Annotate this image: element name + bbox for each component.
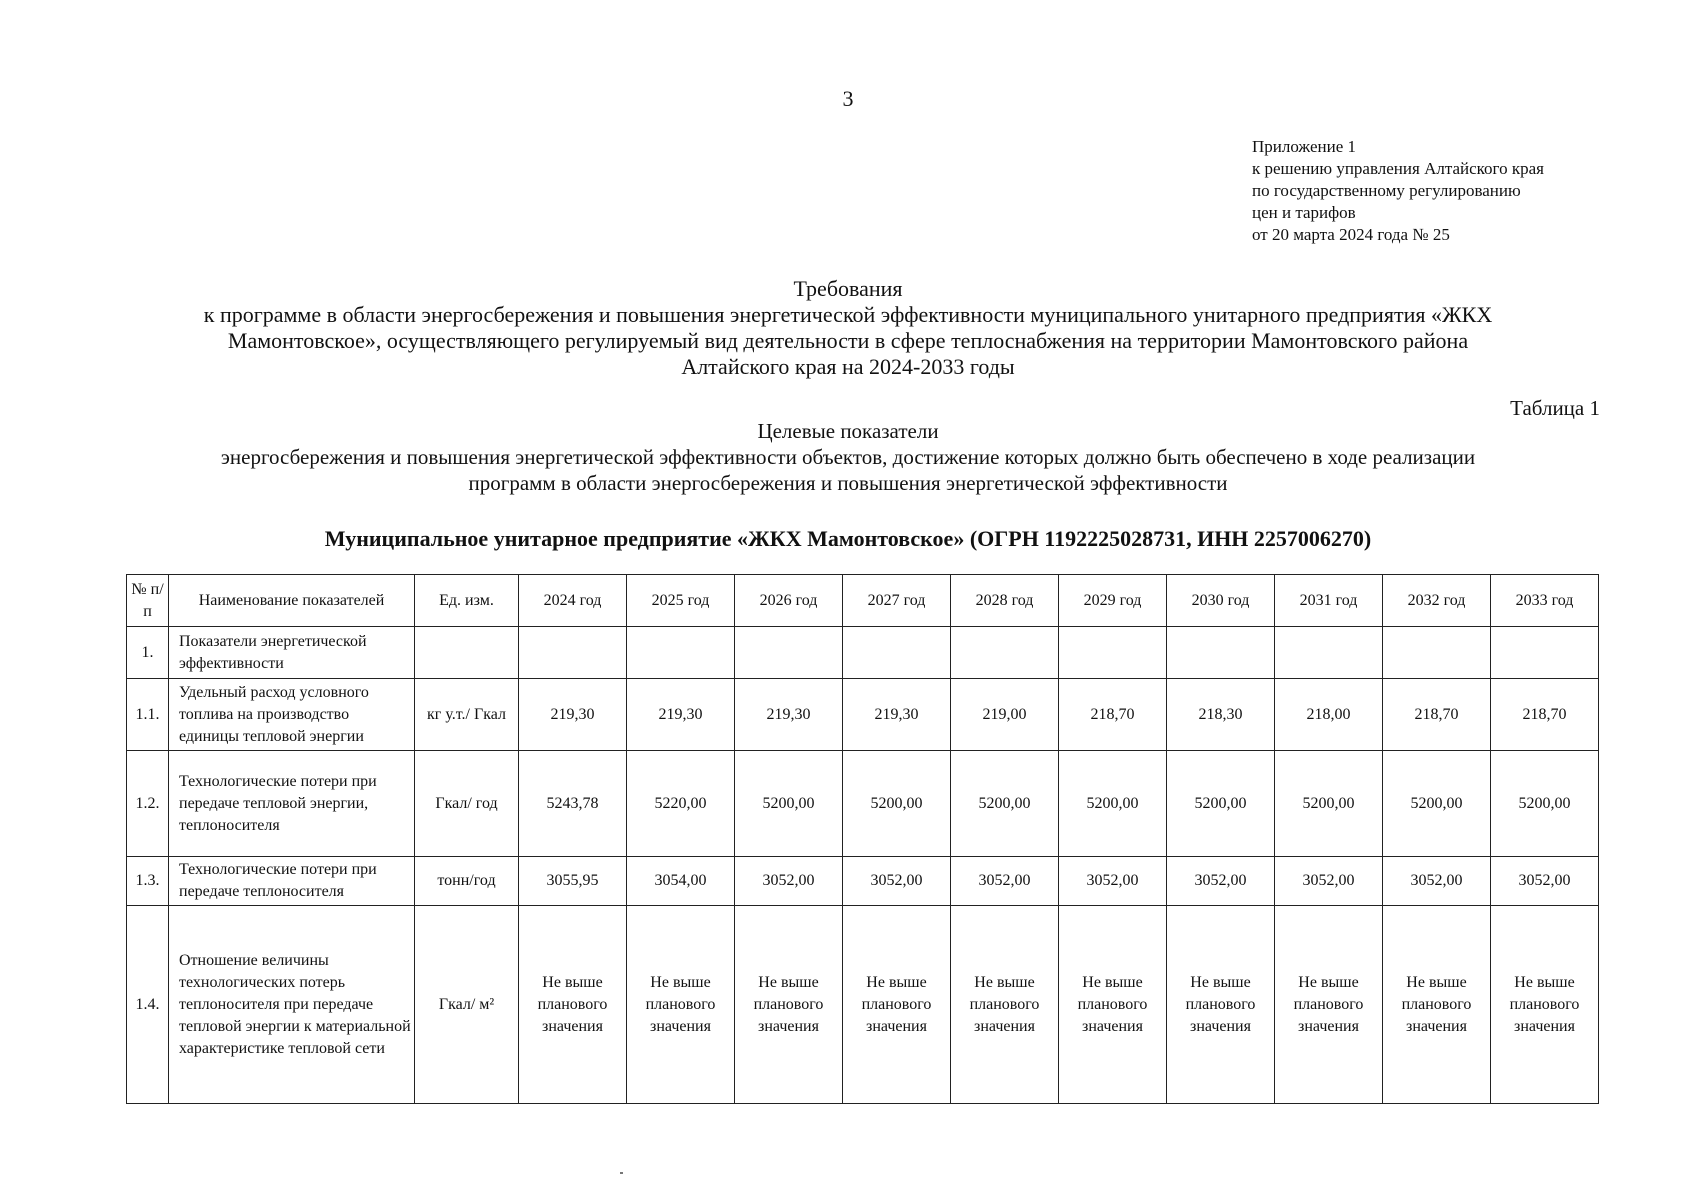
row-value: Не выше планового значения	[843, 906, 951, 1104]
row-value: 3052,00	[843, 857, 951, 906]
header-name: Наименование показателей	[169, 575, 415, 627]
row-name: Технологические потери при передаче теплоносителя	[169, 857, 415, 906]
row-value: Не выше планового значения	[1491, 906, 1599, 1104]
appendix-line: от 20 марта 2024 года № 25	[1252, 225, 1450, 244]
header-year: 2031 год	[1275, 575, 1383, 627]
targets-line: программ в области энергосбережения и повышения энергетической эффективности	[468, 471, 1228, 495]
row-value	[843, 627, 951, 679]
title-line: Алтайского края на 2024-2033 годы	[681, 354, 1015, 379]
page-number: 3	[842, 86, 854, 111]
table-header-row	[127, 575, 1599, 627]
row-value: Не выше планового значения	[519, 906, 627, 1104]
targets-heading: Целевые показатели	[757, 419, 939, 443]
targets-line: энергосбережения и повышения энергетической эффективности объектов, достижение которых должно быть обеспечено в ходе реализации	[220, 445, 1476, 469]
targets-title	[90, 418, 1606, 496]
row-value: 3052,00	[1167, 857, 1275, 906]
row-value: 5200,00	[735, 751, 843, 857]
header-year: 2030 год	[1167, 575, 1275, 627]
row-value: Не выше планового значения	[1275, 906, 1383, 1104]
table-label: Таблица 1	[1510, 396, 1600, 420]
header-year: 2024 год	[519, 575, 627, 627]
row-unit: кг у.т./ Гкал	[415, 679, 519, 751]
title-line: к программе в области энергосбережения и повышения энергетической эффективности муниципального унитарного предприятия «ЖКХ	[203, 302, 1493, 327]
row-value: 218,70	[1059, 679, 1167, 751]
row-value: 3052,00	[1491, 857, 1599, 906]
row-unit: тонн/год	[415, 857, 519, 906]
header-year: 2029 год	[1059, 575, 1167, 627]
row-num: 1.2.	[127, 751, 169, 857]
row-name: Отношение величины технологических потерь теплоносителя при передаче тепловой энергии к материальной характеристике тепловой сети	[169, 906, 415, 1104]
row-unit: Гкал/ год	[415, 751, 519, 857]
row-name: Показатели энергетической эффективности	[169, 627, 415, 679]
row-num: 1.4.	[127, 906, 169, 1104]
row-value	[1491, 627, 1599, 679]
row-value: Не выше планового значения	[1383, 906, 1491, 1104]
scan-speck	[620, 1172, 623, 1174]
table-row	[127, 857, 1599, 906]
table-row	[127, 751, 1599, 857]
row-value: Не выше планового значения	[735, 906, 843, 1104]
row-value: Не выше планового значения	[1059, 906, 1167, 1104]
row-value: 219,30	[519, 679, 627, 751]
row-unit	[415, 627, 519, 679]
row-num: 1.1.	[127, 679, 169, 751]
row-value	[951, 627, 1059, 679]
row-name: Технологические потери при передаче тепловой энергии, теплоносителя	[169, 751, 415, 857]
row-value: 219,30	[627, 679, 735, 751]
row-value: 3052,00	[1059, 857, 1167, 906]
row-value: 5200,00	[843, 751, 951, 857]
row-value	[627, 627, 735, 679]
row-name: Удельный расход условного топлива на производство единицы тепловой энергии	[169, 679, 415, 751]
appendix-line: по государственному регулированию	[1252, 181, 1521, 200]
row-value: 5243,78	[519, 751, 627, 857]
appendix-line: Приложение 1	[1252, 137, 1356, 156]
row-value: 218,30	[1167, 679, 1275, 751]
header-num: № п/п	[127, 575, 169, 627]
row-value	[1275, 627, 1383, 679]
row-value: Не выше планового значения	[951, 906, 1059, 1104]
row-value: Не выше планового значения	[627, 906, 735, 1104]
document-title	[90, 276, 1606, 380]
indicators-table	[126, 574, 1599, 1104]
row-value: 3054,00	[627, 857, 735, 906]
row-value: 218,70	[1491, 679, 1599, 751]
row-value: 3055,95	[519, 857, 627, 906]
row-value	[519, 627, 627, 679]
row-value: 3052,00	[951, 857, 1059, 906]
appendix-note	[1252, 136, 1544, 246]
row-value: 219,30	[735, 679, 843, 751]
row-unit: Гкал/ м²	[415, 906, 519, 1104]
row-num: 1.	[127, 627, 169, 679]
row-value: 218,70	[1383, 679, 1491, 751]
row-value: 5200,00	[1059, 751, 1167, 857]
header-year: 2026 год	[735, 575, 843, 627]
header-year: 2027 год	[843, 575, 951, 627]
row-value: 5220,00	[627, 751, 735, 857]
appendix-line: цен и тарифов	[1252, 203, 1356, 222]
row-value: 5200,00	[1167, 751, 1275, 857]
header-year: 2032 год	[1383, 575, 1491, 627]
row-value: 5200,00	[1491, 751, 1599, 857]
row-value	[735, 627, 843, 679]
row-value: 218,00	[1275, 679, 1383, 751]
header-year: 2033 год	[1491, 575, 1599, 627]
row-value: Не выше планового значения	[1167, 906, 1275, 1104]
row-value: 219,00	[951, 679, 1059, 751]
row-value	[1383, 627, 1491, 679]
row-value: 3052,00	[1383, 857, 1491, 906]
row-num: 1.3.	[127, 857, 169, 906]
table-row	[127, 627, 1599, 679]
row-value: 5200,00	[1383, 751, 1491, 857]
header-unit: Ед. изм.	[415, 575, 519, 627]
header-year: 2028 год	[951, 575, 1059, 627]
row-value: 3052,00	[1275, 857, 1383, 906]
row-value	[1167, 627, 1275, 679]
row-value: 219,30	[843, 679, 951, 751]
title-line: Мамонтовское», осуществляющего регулируемый вид деятельности в сфере теплоснабжения на территории Мамонтовского района	[227, 328, 1469, 353]
row-value: 3052,00	[735, 857, 843, 906]
appendix-line: к решению управления Алтайского края	[1252, 159, 1544, 178]
header-year: 2025 год	[627, 575, 735, 627]
company-name: Муниципальное унитарное предприятие «ЖКХ Мамонтовское» (ОГРН 1192225028731, ИНН 2257006270)	[324, 526, 1372, 551]
table-row	[127, 906, 1599, 1104]
title-heading: Требования	[793, 276, 903, 301]
row-value: 5200,00	[1275, 751, 1383, 857]
row-value	[1059, 627, 1167, 679]
row-value: 5200,00	[951, 751, 1059, 857]
table-row	[127, 679, 1599, 751]
